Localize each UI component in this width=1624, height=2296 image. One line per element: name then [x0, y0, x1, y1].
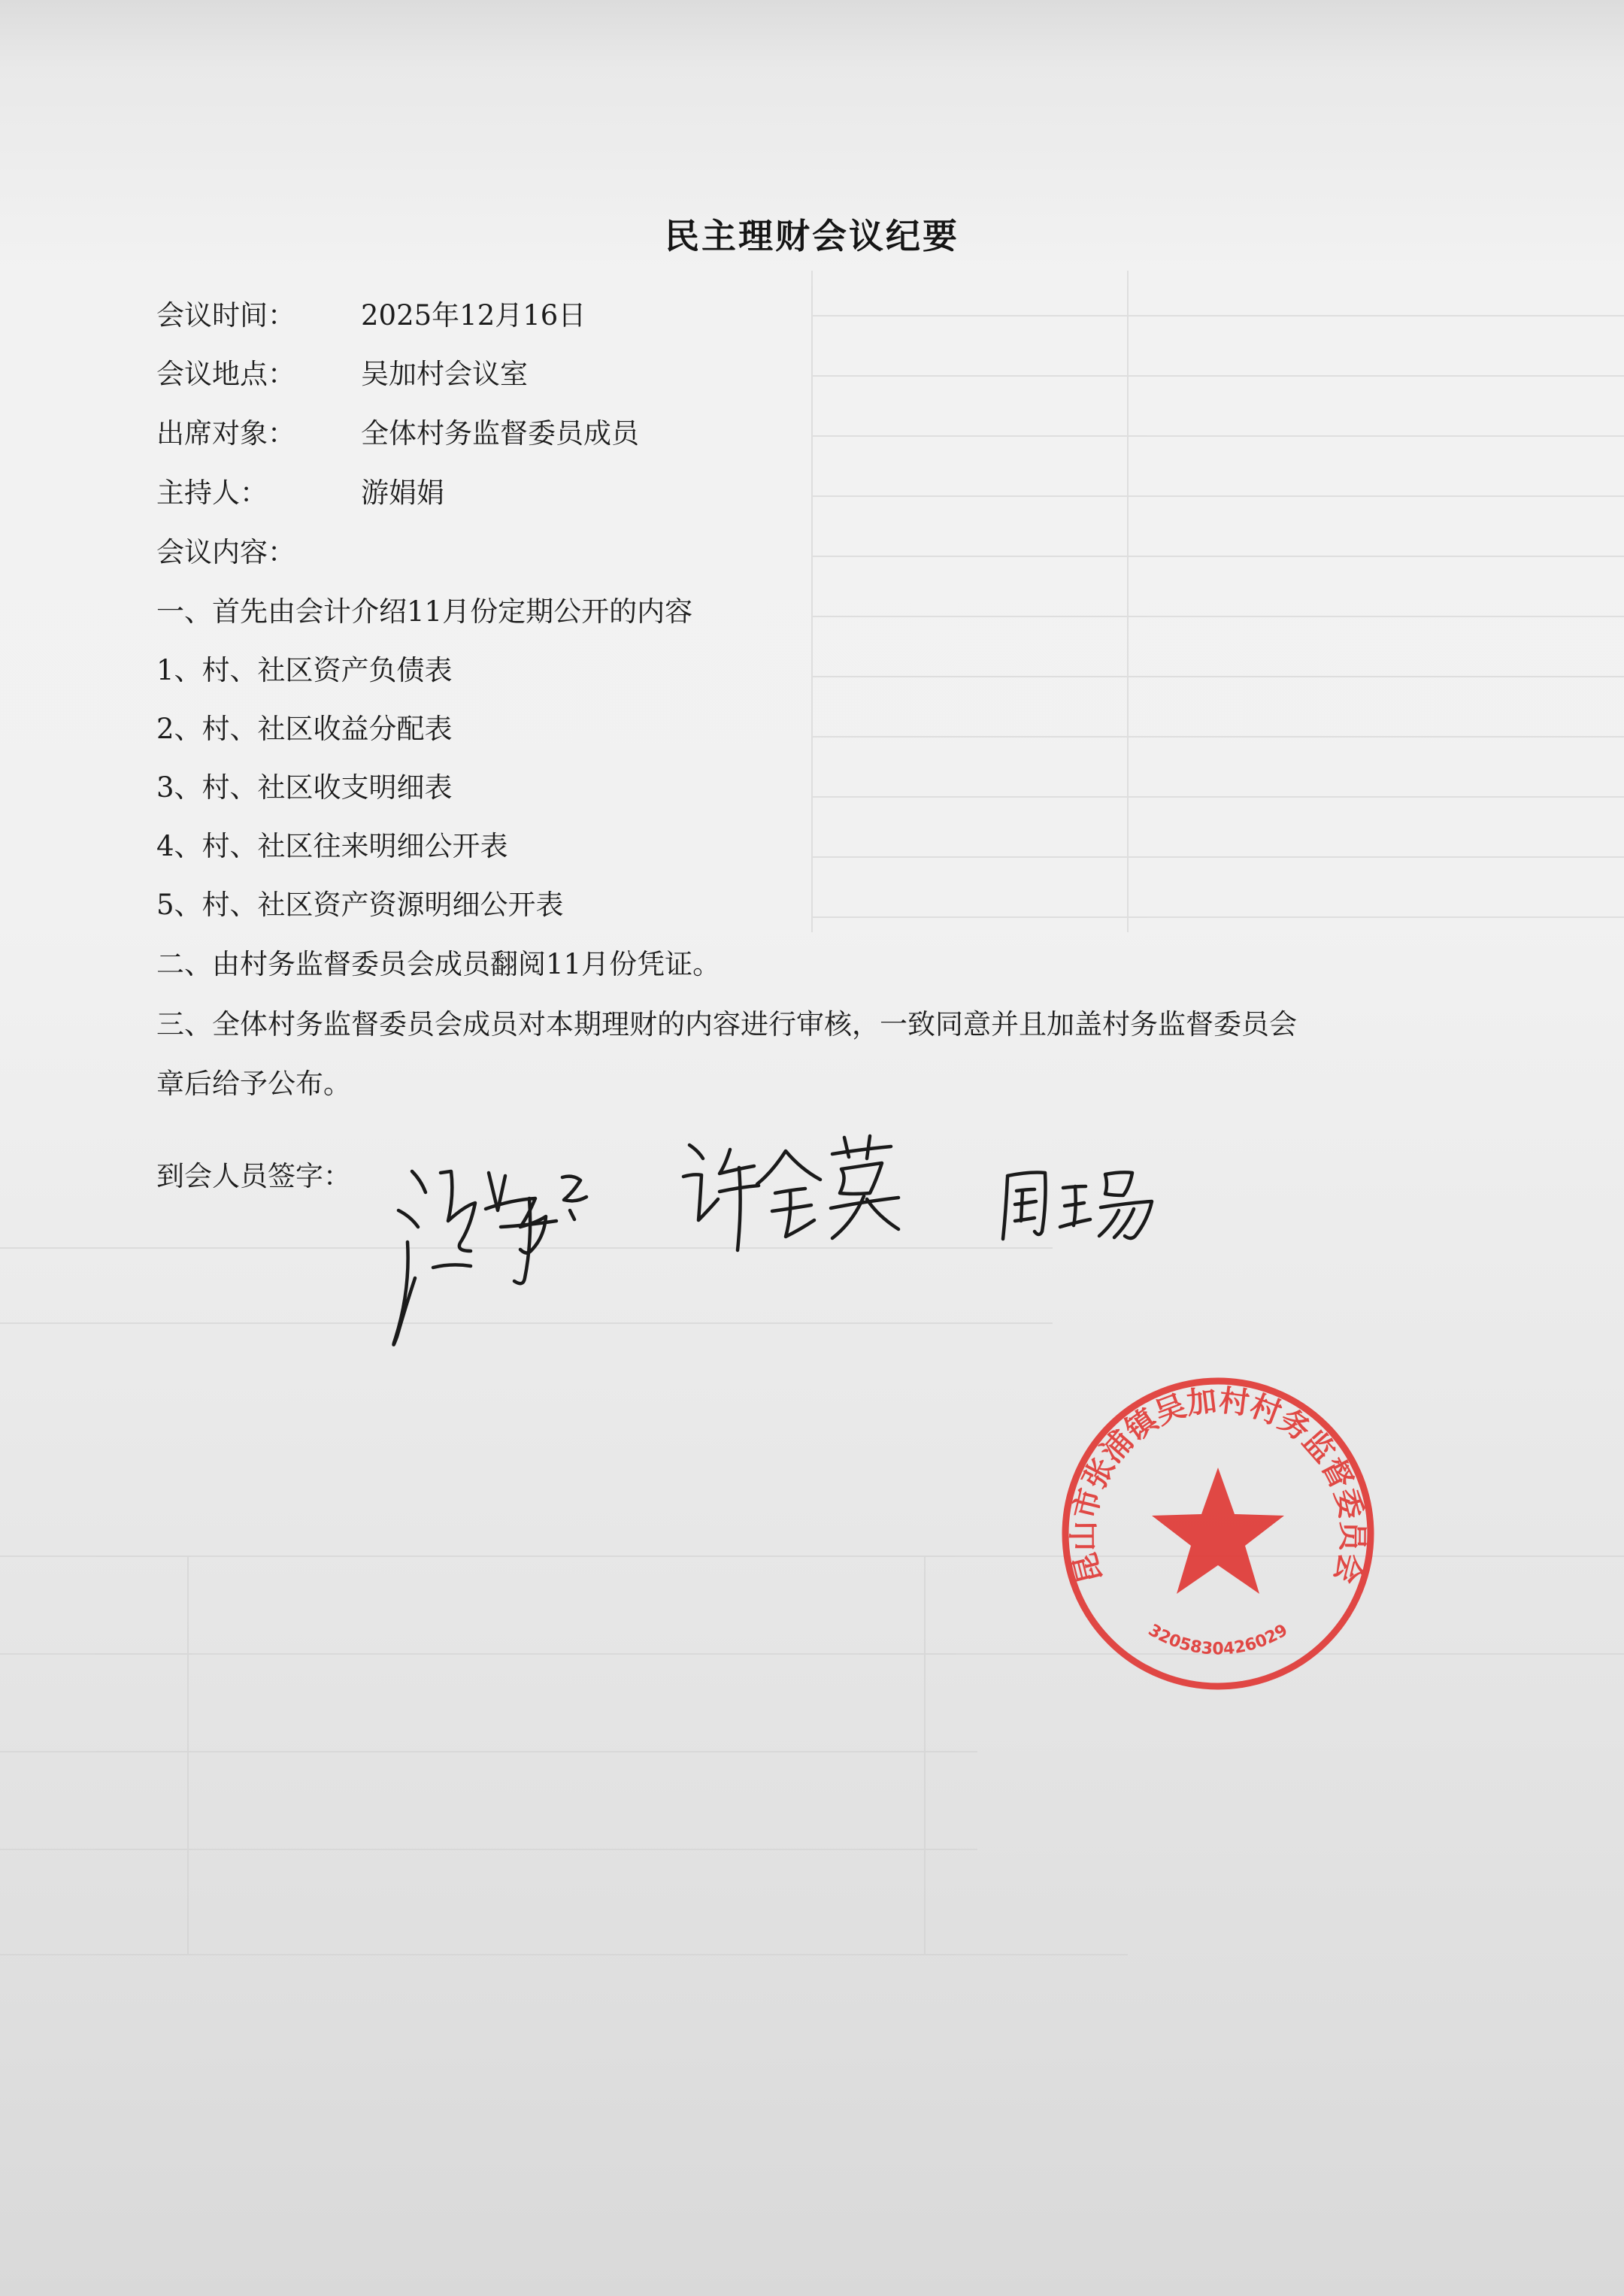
- document-title: 民主理财会议纪要: [665, 216, 959, 256]
- paragraph: 三、全体村务监督委员会成员对本期理财的内容进行审核，一致同意并且加盖村务监督委员会: [156, 1008, 1297, 1040]
- signature-1-handwriting: [376, 1128, 617, 1353]
- paragraph: 4、村、社区往来明细公开表: [156, 830, 508, 862]
- field-value: 全体村务监督委员成员: [361, 417, 639, 450]
- paragraph: 5、村、社区资产资源明细公开表: [156, 889, 564, 921]
- field-label: 会议时间：: [156, 299, 295, 332]
- field-label: 主持人：: [156, 477, 268, 509]
- field-value: 吴加村会议室: [361, 358, 528, 390]
- field-meeting-time: [156, 299, 586, 332]
- field-value: 2025年12月16日: [361, 299, 586, 332]
- field-value: 游娟娟: [361, 477, 444, 509]
- field-attendees: [156, 417, 639, 450]
- paragraph: 3、村、社区收支明细表: [156, 771, 453, 804]
- content-label: 会议内容：: [156, 536, 295, 568]
- paragraph: 2、村、社区收益分配表: [156, 713, 453, 745]
- paragraph: 1、村、社区资产负债表: [156, 654, 453, 686]
- signature-3-handwriting: [992, 1158, 1165, 1248]
- official-seal: [1053, 1368, 1383, 1699]
- signature-label: 到会人员签字：: [156, 1160, 351, 1192]
- field-meeting-location: [156, 358, 528, 391]
- field-label: 会议地点：: [156, 358, 295, 390]
- signature-2-handwriting: [673, 1124, 921, 1267]
- svg-text:3205830426029: 3205830426029: [1144, 1620, 1292, 1659]
- paragraph: 一、首先由会计介绍11月份定期公开的内容: [156, 595, 693, 628]
- paragraph: 二、由村务监督委员会成员翻阅11月份凭证。: [156, 948, 721, 980]
- paragraph: 章后给予公布。: [156, 1068, 351, 1100]
- field-label: 出席对象：: [156, 417, 295, 450]
- svg-text:昆山市张浦镇吴加村村务监督委员会: 昆山市张浦镇吴加村村务监督委员会: [1066, 1383, 1370, 1587]
- field-host: [156, 477, 444, 510]
